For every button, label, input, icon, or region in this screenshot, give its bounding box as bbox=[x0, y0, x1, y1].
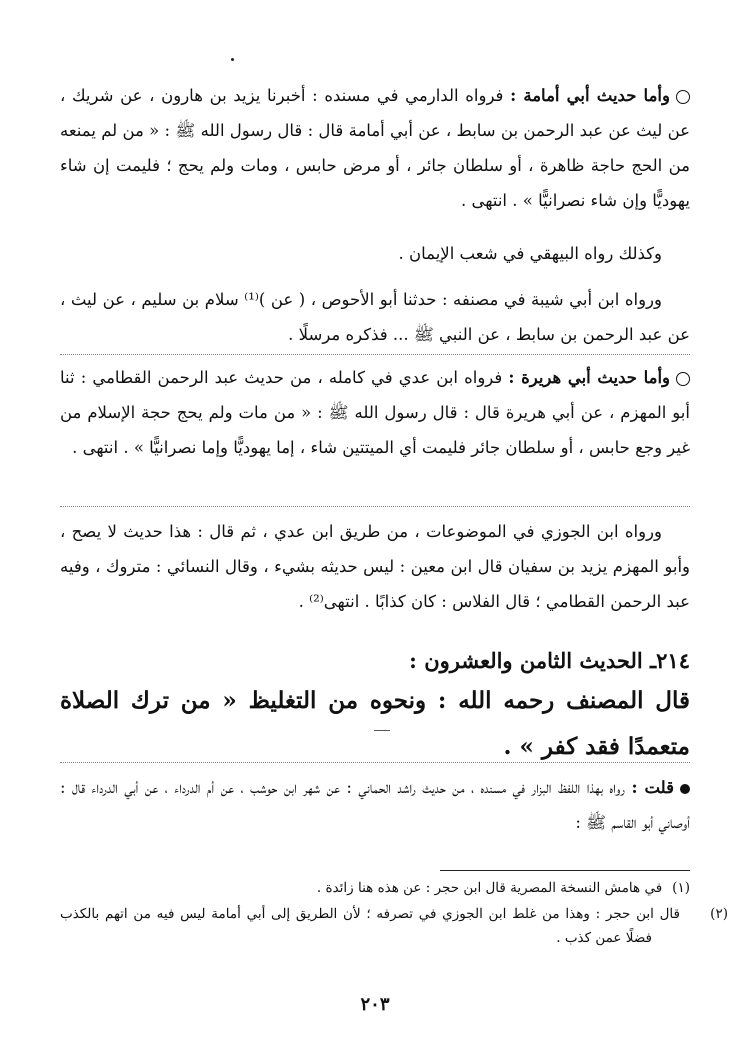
paragraph-ibn-abi-shayba bbox=[60, 282, 690, 352]
section-label-qultu: قلت : bbox=[631, 778, 675, 797]
footnote-rule bbox=[440, 870, 690, 871]
paragraph-qultu bbox=[60, 770, 690, 840]
hadith-heading: ٢١٤ـ الحديث الثامن والعشرون : bbox=[409, 648, 690, 673]
author-quote: قال المصنف رحمه الله : ونحوه من التغليظ « من ترك الصلاة متعمدًا فقد كفر » . bbox=[60, 687, 690, 760]
footnote-text: قال ابن حجر : وهذا من غلط ابن الجوزي في تصرفه ؛ لأن الطريق إلى أبي أمامة ليس فيه من اتهم بالكذب فضلًا عمن كذب . bbox=[60, 906, 680, 946]
paragraph-text: رواه بهذا اللفظ البزار في مسنده ، من حديث راشد الحماني : عن شهر ابن حوشب ، عن أم الدرداء ، عن أبي الدرداء قال : أوصاني أبو القاسم ﷺ : bbox=[60, 778, 690, 832]
paragraph-abu-hurayra bbox=[60, 360, 690, 465]
section-label-abu-hurayra: وأما حديث أبي هريرة : bbox=[508, 368, 671, 387]
paragraph-text: ورواه ابن أبي شيبة في مصنفه : حدثنا أبو الأحوص ، ( عن )⁽¹⁾ سلام بن سليم ، عن ليث ، عن عبد الرحمن بن سابط ، عن النبي ﷺ ... فذكره مرسلًا . bbox=[60, 290, 690, 344]
footnote-1 bbox=[60, 876, 690, 900]
paragraph-ibn-al-jawzi bbox=[60, 514, 690, 619]
ink-dot bbox=[231, 58, 234, 61]
section-divider bbox=[60, 354, 690, 355]
section-label-abu-umama: وأما حديث أبي أمامة : bbox=[510, 86, 670, 105]
paragraph-text: ورواه ابن الجوزي في الموضوعات ، من طريق ابن عدي ، ثم قال : هذا حديث لا يصح ، وأبو المهزم يزيد بن سفيان قال ابن معين : ليس حديثه بشيء ، وقال النسائي : متروك ، وفيه عبد الرحمن القطامي ؛ قال الفلاس : كان كذابًا . انتهى⁽²⁾ . bbox=[60, 522, 690, 611]
paragraph-bayhaqi bbox=[60, 236, 690, 271]
footnote-number: (١) bbox=[672, 880, 690, 896]
circle-marker-icon bbox=[676, 90, 690, 104]
paragraph-text: وكذلك رواه البيهقي في شعب الإيمان . bbox=[398, 244, 662, 263]
circle-marker-icon bbox=[676, 372, 690, 386]
bullet-icon bbox=[680, 784, 690, 794]
section-divider bbox=[60, 762, 690, 763]
paragraph-abu-umama bbox=[60, 78, 690, 218]
page-number: ٢٠٣ bbox=[360, 994, 390, 1015]
footnote-text: في هامش النسخة المصرية قال ابن حجر : عن هذه هنا زائدة . bbox=[316, 880, 663, 896]
dash-mark bbox=[374, 730, 390, 731]
book-page bbox=[60, 0, 728, 1062]
section-divider bbox=[60, 506, 690, 507]
footnote-2: (٢)قال ابن حجر : وهذا من غلط ابن الجوزي في تصرفه ؛ لأن الطريق إلى أبي أمامة ليس فيه من اتهم بالكذب فضلًا عمن كذب . bbox=[60, 906, 728, 946]
paragraph-text: فرواه ابن عدي في كامله ، من حديث عبد الرحمن القطامي : ثنا أبو المهزم ، عن أبي هريرة قال : قال رسول الله ﷺ : « من مات ولم يحج حجة الإسلام من غير وجع حابس ، أو سلطان جائر فليمت أي الميتتين شاء ، إما يهوديًّا وإما نصرانيًّا » . انتهى . bbox=[60, 368, 690, 457]
paragraph-text: فرواه الدارمي في مسنده : أخبرنا يزيد بن هارون ، عن شريك ، عن ليث عن عبد الرحمن بن سابط ، عن أبي أمامة قال : قال رسول الله ﷺ : « من لم يمنعه من الحج حاجة ظاهرة ، أو سلطان جائر ، أو مرض حابس ، ومات ولم يحج ؛ فليمت إن شاء يهوديًّا وإن شاء نصرانيًّا » . انتهى . bbox=[60, 86, 690, 210]
